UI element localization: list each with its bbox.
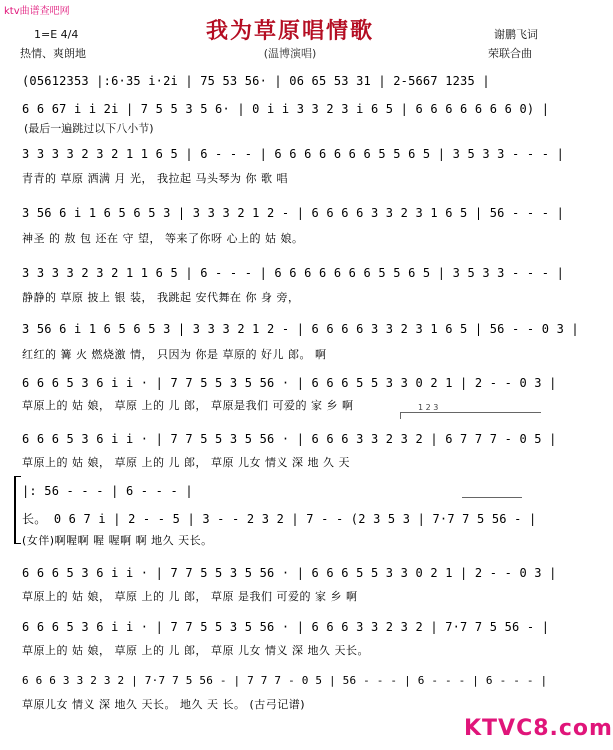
lyrics-row: (女伴)啊喔啊 喔 喔啊 啊 地久 天长。 bbox=[22, 534, 213, 547]
volta-label: 1 2 3 bbox=[418, 403, 439, 412]
lyrics-row: 草原上的 姑 娘， 草原 上的 儿 郎， 草原是我们 可爱的 家 乡 啊 bbox=[22, 399, 354, 412]
notation-row: |: 56 - - - | 6 - - - | bbox=[22, 484, 193, 498]
notation-row: 6 6 6 3 3 2 3 2 | 7·7 7 5 56 - | 7 7 7 - 0 5 | 56 - - - | 6 - - - | 6 - - - | bbox=[22, 674, 548, 687]
notation-row: 6 6 6 5 3 6 i i · | 7 7 5 5 3 5 56 · | 6 6 6 3 3 2 3 2 | 6 7 7 7 - 0 5 | bbox=[22, 432, 557, 446]
notation-row: 3 3 3 3 2 3 2 1 1 6 5 | 6 - - - | 6 6 6 6 6 6 6 5 5 6 5 | 3 5 3 3 - - - | bbox=[22, 147, 564, 161]
notation-row: 3 3 3 3 2 3 2 1 1 6 5 | 6 - - - | 6 6 6 6 6 6 6 5 5 6 5 | 3 5 3 3 - - - | bbox=[22, 266, 564, 280]
song-title: 我为草原唱情歌 bbox=[205, 19, 374, 44]
notation-row: (05612353 |:6·35 i·2i | 75 53 56· | 06 65 53 31 | 2-5667 1235 | bbox=[22, 74, 490, 88]
tie-line bbox=[462, 497, 522, 503]
performer-note: (温博演唱) bbox=[263, 47, 317, 60]
lyricist-credit: 谢鹏飞词 bbox=[494, 28, 538, 41]
lyrics-row: 草原上的 姑 娘， 草原 上的 儿 郎， 草原 儿女 情义 深 地 久 天 bbox=[22, 456, 350, 469]
lyrics-row: 红红的 篝 火 燃烧激 情， 只因为 你是 草原的 好儿 郎。 啊 bbox=[22, 348, 327, 361]
volta-bracket bbox=[400, 412, 541, 419]
notation-row: 6 6 67 i i 2i | 7 5 5 3 5 6· | 0 i i 3 3 2 3 i 6 5 | 6 6 6 6 6 6 6 0) | bbox=[22, 102, 550, 116]
notation-row: 3 56 6 i 1 6 5 6 5 3 | 3 3 3 2 1 2 - | 6 6 6 6 3 3 2 3 1 6 5 | 56 - - 0 3 | bbox=[22, 322, 579, 336]
composer-credit: 荣联合曲 bbox=[488, 47, 532, 60]
system-brace bbox=[14, 476, 21, 544]
notation-row: 6 6 6 5 3 6 i i · | 7 7 5 5 3 5 56 · | 6 6 6 5 5 3 3 0 2 1 | 2 - - 0 3 | bbox=[22, 566, 557, 580]
tempo-mood: 热情、爽朗地 bbox=[20, 47, 86, 60]
site-watermark: ktv曲谱查吧网 bbox=[4, 6, 70, 17]
skip-instruction: (最后一遍跳过以下八小节) bbox=[24, 122, 154, 135]
key-signature: 1=E 4/4 bbox=[34, 28, 79, 41]
lyrics-row: 草原上的 姑 娘， 草原 上的 儿 郎， 草原 是我们 可爱的 家 乡 啊 bbox=[22, 590, 358, 603]
notation-row: 6 6 6 5 3 6 i i · | 7 7 5 5 3 5 56 · | 6 6 6 5 5 3 3 0 2 1 | 2 - - 0 3 | bbox=[22, 376, 557, 390]
lyrics-row: 静静的 草原 披上 银 装， 我跳起 安代舞在 你 身 旁， bbox=[22, 291, 300, 304]
lyrics-row: 青青的 草原 洒满 月 光， 我拉起 马头琴为 你 歌 唱 bbox=[22, 172, 288, 185]
notation-row: 3 56 6 i 1 6 5 6 5 3 | 3 3 3 2 1 2 - | 6 6 6 6 3 3 2 3 1 6 5 | 56 - - - | bbox=[22, 206, 564, 220]
lyrics-row: 草原上的 姑 娘， 草原 上的 儿 郎， 草原 儿女 情义 深 地久 天长。 bbox=[22, 644, 369, 657]
lyrics-row: 草原儿女 情义 深 地久 天长。 地久 天 长。 (古弓记谱) bbox=[22, 698, 306, 711]
lyrics-row: 神圣 的 敖 包 还在 守 望， 等来了你呀 心上的 姑 娘。 bbox=[22, 232, 304, 245]
site-logo: KTVC8.com bbox=[464, 716, 613, 741]
notation-row: 长。 0 6 7 i | 2 - - 5 | 3 - - 2 3 2 | 7 - - (2 3 5 3 | 7·7 7 5 56 - | bbox=[22, 512, 537, 526]
notation-row: 6 6 6 5 3 6 i i · | 7 7 5 5 3 5 56 · | 6 6 6 3 3 2 3 2 | 7·7 7 5 56 - | bbox=[22, 620, 550, 634]
